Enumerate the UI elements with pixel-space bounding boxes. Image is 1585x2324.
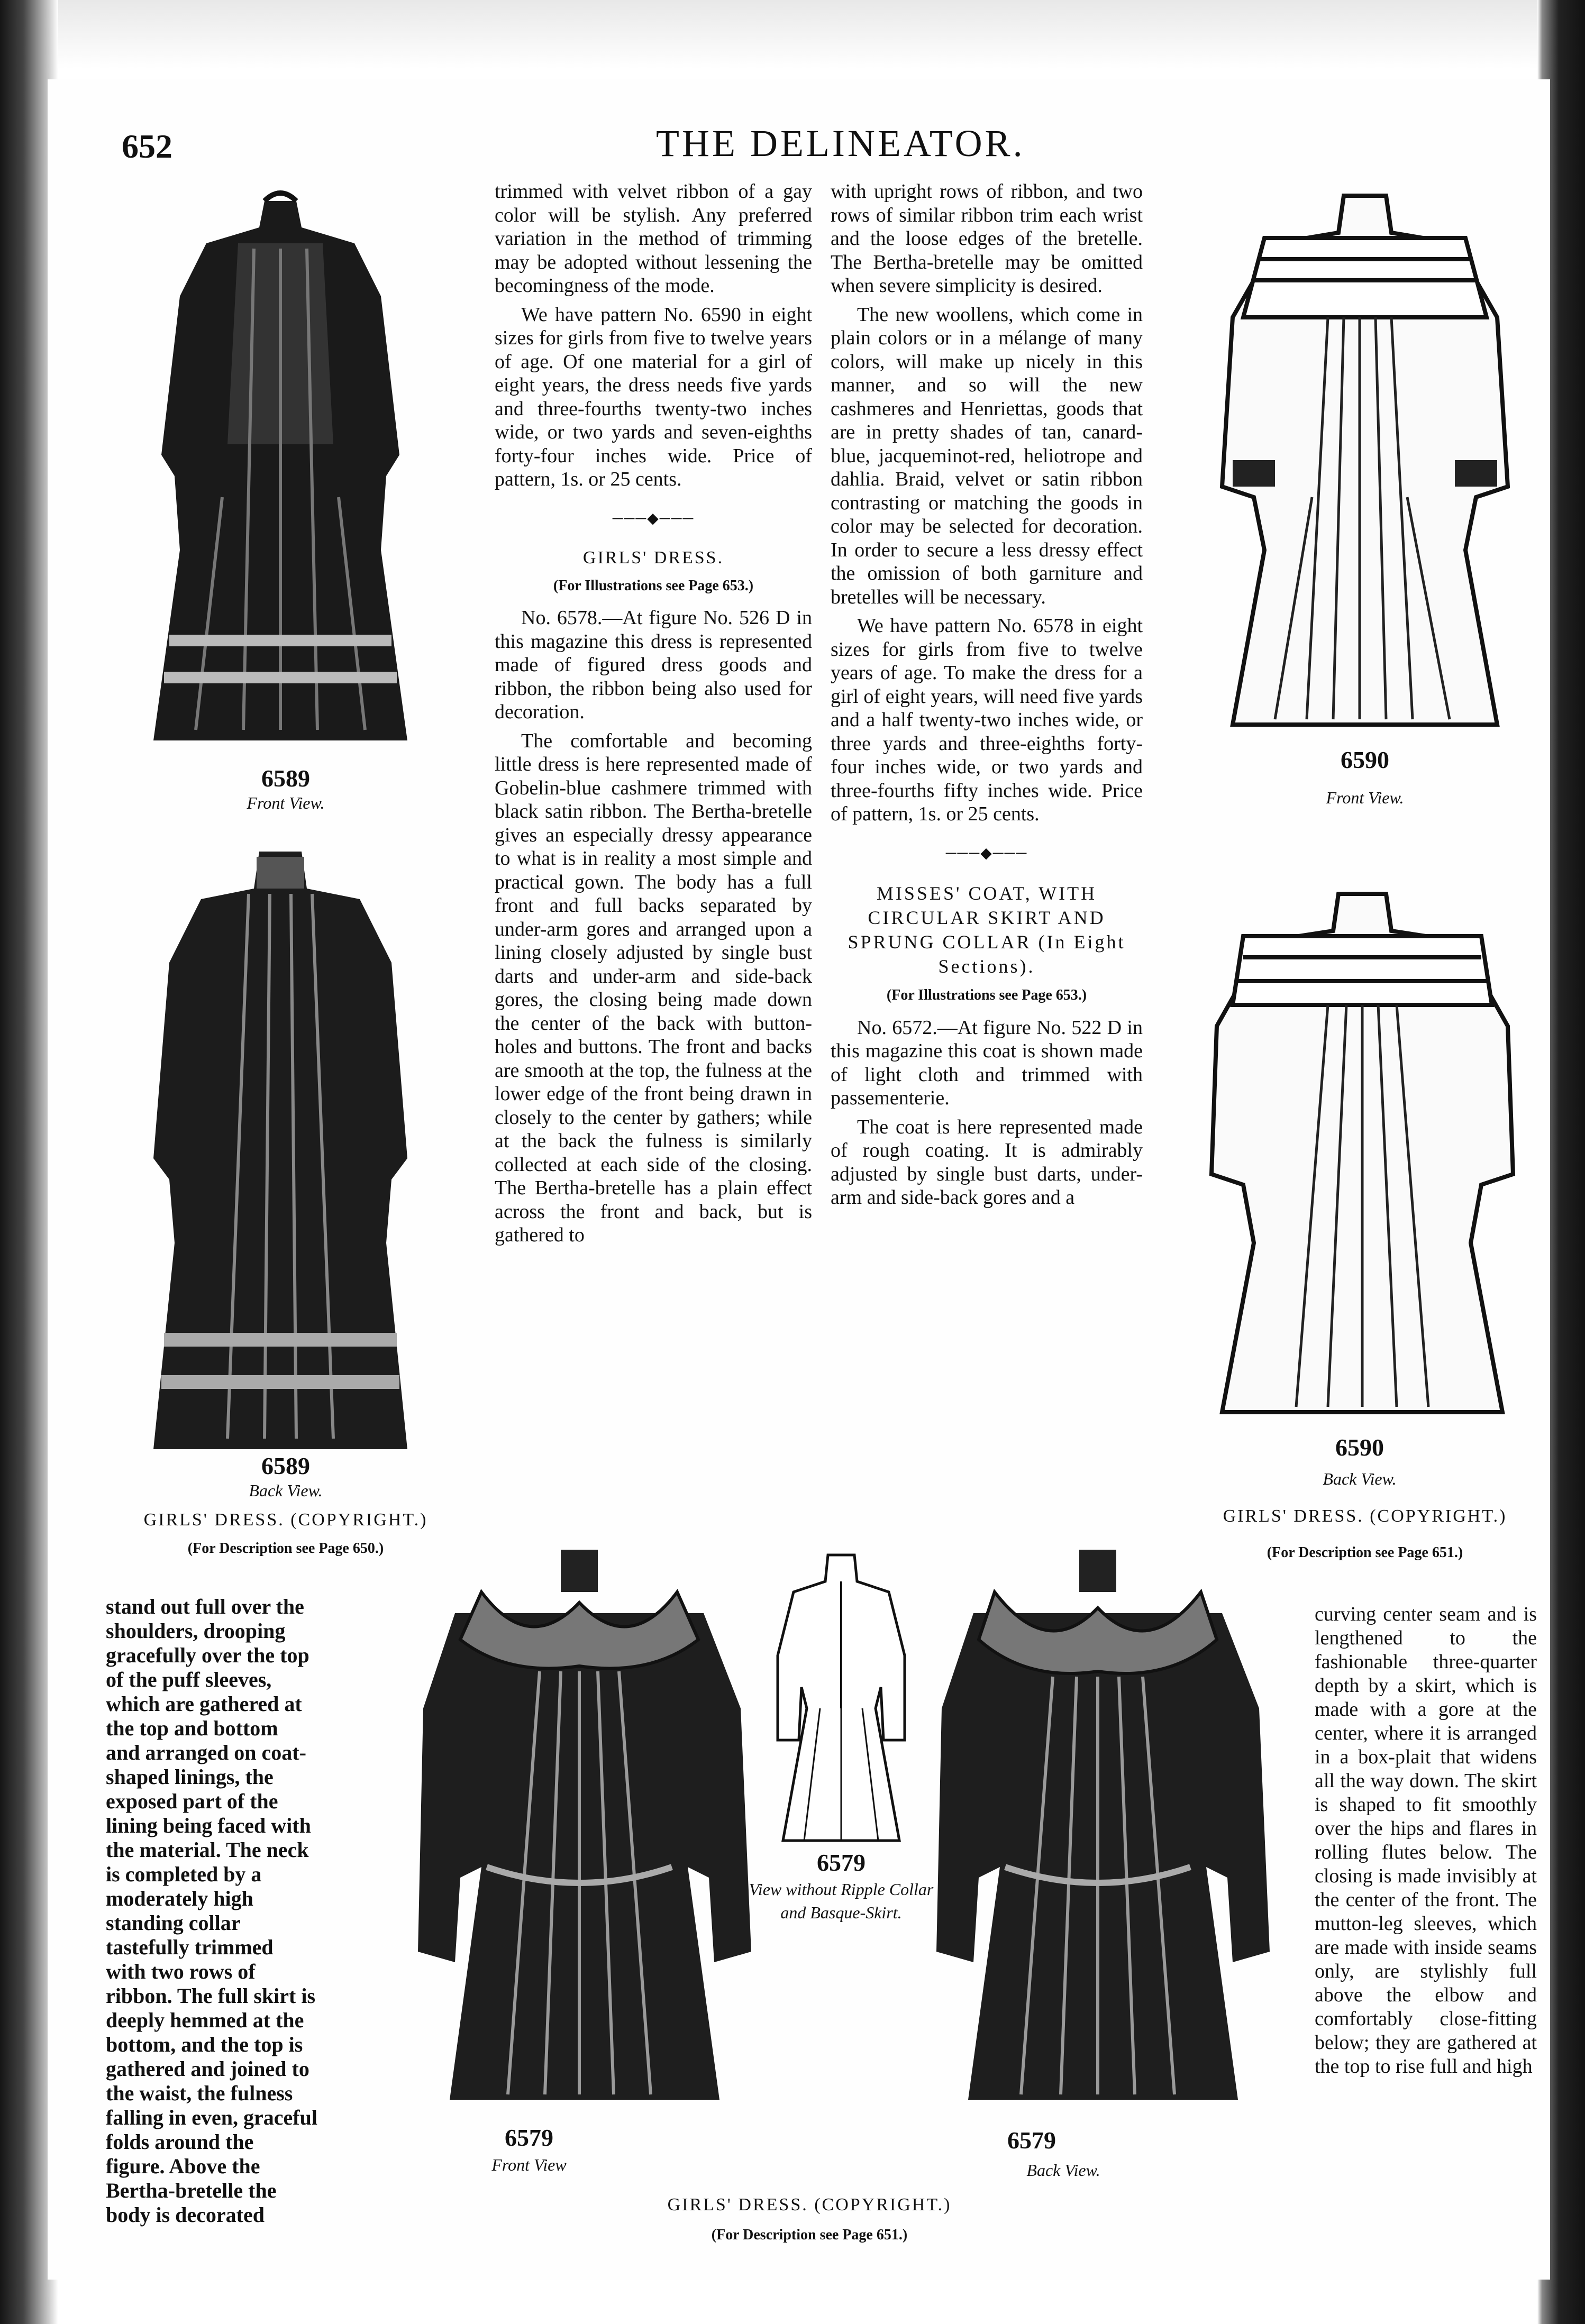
figure-number-6589-front: 6589 <box>261 765 310 792</box>
col1-paragraph-1: trimmed with velvet ribbon of a gay color will be stylish. Any preferred variation in the method of trimming may be adopted without lessening the becomingness of the mode. <box>495 180 812 297</box>
figure-number-6590-front: 6590 <box>1341 746 1389 773</box>
text-column-2 <box>831 180 1143 1513</box>
col2-paragraph-2: The new woollens, which come in plain colors or in a mélange of many colors, will make up nicely in this manner, and so will the new cashmeres and Henriettas, goods that are in pretty shades of tan, canard-blue, jacqueminot-red, heliotrope and dahlia. Braid, velvet or satin ribbon contrasting or matching the goods in color may be selected for decoration. In order to secure a less dressy effect the omission of both garniture and bretelles will be necessary. <box>831 303 1143 608</box>
col2-paragraph-1: with upright rows of ribbon, and two rows of similar ribbon trim each wrist and the loose edges of the bretelle. The Bertha-bretelle may be omitted when severe simplicity is desired. <box>831 180 1143 297</box>
figure-view-6579-front: Front View <box>491 2155 567 2174</box>
col1-heading-girls-dress: GIRLS' DRESS. <box>582 548 724 568</box>
dress-illustration-6589-back <box>132 841 429 1460</box>
col2-illustration-ref: (For Illustrations see Page 653.) <box>886 987 1087 1003</box>
figure-caption-ref-6590: (For Description see Page 651.) <box>1267 1544 1463 1561</box>
figure-number-6579-back: 6579 <box>1007 2127 1056 2154</box>
dress-illustration-6589-front <box>132 180 429 756</box>
text-column-bottom-left <box>106 1595 317 2229</box>
figure-view-6579-back: Back View. <box>1026 2161 1100 2180</box>
dress-illustration-6590-back <box>1196 878 1529 1423</box>
figure-view-6589-front: Front View. <box>247 793 325 812</box>
text-column-1 <box>495 180 812 1513</box>
bottom-right-paragraph: curving center seam and is lengthened to the fashionable three-quarter depth by a skirt, which is made with a gore at the center, where it is arranged in a box-plait that widens all the way down. The skirt is shaped to fit smoothly over the hips and flares in rolling flutes below. The closing is made invisibly at the center of the front. The mutton-leg sleeves, which are made with inside seams only, are stylishly full above the elbow and comfortably close-fitting below; they are gathered at the top to rise full and high <box>1315 1603 1537 2078</box>
figure-caption-6589: GIRLS' DRESS. (COPYRIGHT.) <box>143 1510 428 1530</box>
figure-caption-ref-6589: (For Description see Page 650.) <box>187 1540 384 1557</box>
col1-paragraph-2: We have pattern No. 6590 in eight sizes for girls from five to twelve years of age. Of one material for a girl of eight years, the dress needs five yards and three-fourths twenty-two inches wide, or two yards and seven-eighths forty-four inches wide. Price of pattern, 1s. or 25 cents. <box>495 303 812 490</box>
figure-caption-6579: GIRLS' DRESS. (COPYRIGHT.) <box>667 2195 952 2215</box>
col2-paragraph-3: We have pattern No. 6578 in eight sizes for girls from five to twelve years of age. To make the dress for a girl of eight years, will need five yards and a half twenty-two inches wide, or three yards and three-eighths forty-four inches wide, or two yards and three-fourths fifty inches wide. Price of pattern, 1s. or 25 cents. <box>831 615 1143 825</box>
dress-illustration-6579-without-collar <box>762 1550 921 1846</box>
scan-shadow-top <box>0 0 1585 69</box>
figure-number-6589-back: 6589 <box>261 1452 310 1479</box>
figure-view-6590-back: Back View. <box>1323 1469 1397 1488</box>
col2-divider: ───◆─── <box>945 845 1028 862</box>
figure-view-6589-back: Back View. <box>249 1481 323 1500</box>
col1-paragraph-3: No. 6578.—At figure No. 526 D in this magazine this dress is represented made of figured dress goods and ribbon, the ribbon being also used for decoration. <box>495 607 812 723</box>
col1-illustration-ref: (For Illustrations see Page 653.) <box>553 577 754 594</box>
figure-caption-ref-6579: (For Description see Page 651.) <box>711 2227 908 2243</box>
dress-illustration-6590-front <box>1201 180 1529 735</box>
bottom-left-paragraph: stand out full over the shoulders, drooping gracefully over the top of the puff sleeves, which are gathered at the top and bottom and arranged on coat-shaped linings, the exposed part of the lining being faced with the material. The neck is completed by a moderately high standing collar tastefully trimmed with two rows of ribbon. The full skirt is deeply hemmed at the bottom, and the top is gathered and joined to the waist, the fulness falling in even, graceful folds around the figure. Above the Bertha-bretelle the body is decorated <box>106 1595 317 2227</box>
running-head: THE DELINEATOR. <box>656 122 1025 164</box>
text-column-bottom-right <box>1315 1603 1537 2237</box>
figure-number-6590-back: 6590 <box>1335 1434 1384 1461</box>
figure-view-6579-small: View without Ripple Collar and Basque-Skirt. <box>749 1880 934 1922</box>
col2-paragraph-5: The coat is here represented made of rough coating. It is admirably adjusted by single bust darts, under-arm and side-back gores and a <box>831 1115 1143 1209</box>
col1-paragraph-4: The comfortable and becoming little dress is here represented made of Gobelin-blue cashmere trimmed with black satin ribbon. The Bertha-bretelle gives an especially dressy appearance to what is in reality a most simple and practical gown. The body has a full front and full backs separated by under-arm gores and arranged upon a lining closely adjusted by single bust darts and under-arm and side-back gores, the closing being made down the center of the back with button-holes and buttons. The front and backs are smooth at the top, the fulness at the lower edge of the front being drawn in closely to the center by gathers; while at the back the fulness is similarly collected at each side of the closing. The Bertha-bretelle has a plain effect across the front and back, but is gathered to <box>495 729 812 1246</box>
figure-caption-6590: GIRLS' DRESS. (COPYRIGHT.) <box>1223 1506 1507 1526</box>
col2-heading-misses-coat: MISSES' COAT, WITH CIRCULAR SKIRT AND SPRUNG COLLAR (In Eight Sections). <box>848 883 1126 977</box>
figure-number-6579-small: 6579 <box>817 1849 866 1876</box>
figure-number-6579-front: 6579 <box>505 2124 553 2151</box>
dress-illustration-6579-front <box>402 1550 762 2110</box>
figure-view-6590-front: Front View. <box>1326 788 1404 807</box>
col1-divider: ───◆─── <box>612 510 695 527</box>
col2-paragraph-4: No. 6572.—At figure No. 522 D in this magazine this coat is shown made of light cloth and trimmed with passementerie. <box>831 1016 1143 1109</box>
page-number: 652 <box>122 127 172 165</box>
dress-illustration-6579-back <box>921 1550 1280 2110</box>
